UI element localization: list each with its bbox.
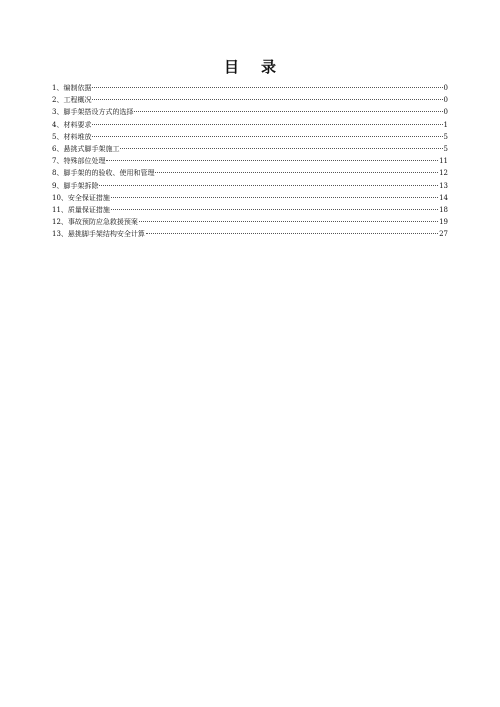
toc-entry[interactable] bbox=[52, 94, 448, 106]
dot-leader bbox=[92, 87, 442, 88]
toc-entry[interactable] bbox=[52, 204, 448, 216]
dot-leader bbox=[111, 209, 438, 210]
toc-entry-label: 12、事故预防应急救援预案 bbox=[52, 218, 138, 227]
toc-entry-label: 6、悬挑式脚手架施工 bbox=[52, 144, 120, 153]
dot-leader bbox=[111, 197, 438, 198]
toc-entry-page: 18 bbox=[439, 205, 448, 214]
dot-leader bbox=[139, 221, 438, 222]
dot-leader bbox=[146, 233, 438, 234]
toc-entry-page: 19 bbox=[439, 218, 448, 227]
toc-list bbox=[52, 82, 448, 240]
toc-entry-label: 7、特殊部位处理 bbox=[52, 157, 106, 166]
toc-entry-label: 4、材料要求 bbox=[52, 120, 92, 129]
dot-leader bbox=[120, 148, 442, 149]
toc-entry[interactable] bbox=[52, 192, 448, 204]
dot-leader bbox=[134, 111, 442, 112]
toc-title: 目录 bbox=[223, 58, 298, 76]
toc-entry[interactable] bbox=[52, 143, 448, 155]
toc-entry-page: 12 bbox=[439, 169, 448, 178]
toc-entry-page: 5 bbox=[443, 132, 448, 141]
toc-entry-page: 11 bbox=[439, 157, 448, 166]
toc-entry-page: 5 bbox=[443, 144, 448, 153]
toc-entry-label: 3、脚手架搭设方式的选择 bbox=[52, 108, 134, 117]
dot-leader bbox=[92, 124, 442, 125]
toc-entry-label: 11、质量保证措施 bbox=[52, 205, 110, 214]
dot-leader bbox=[92, 136, 442, 137]
toc-entry-label: 5、材料堆放 bbox=[52, 132, 92, 141]
dot-leader bbox=[106, 160, 438, 161]
toc-entry-page: 14 bbox=[439, 193, 448, 202]
toc-entry-label: 9、脚手架拆除 bbox=[52, 181, 99, 190]
dot-leader bbox=[155, 172, 438, 173]
toc-entry[interactable] bbox=[52, 119, 448, 131]
toc-entry[interactable] bbox=[52, 155, 448, 167]
toc-entry-label: 8、脚手架的的验收、使用和管理 bbox=[52, 169, 155, 178]
toc-entry-label: 2、工程概况 bbox=[52, 96, 92, 105]
toc-entry[interactable] bbox=[52, 131, 448, 143]
toc-entry[interactable] bbox=[52, 180, 448, 192]
toc-entry-page: 1 bbox=[443, 120, 448, 129]
toc-entry-page: 0 bbox=[443, 108, 448, 117]
toc-entry-page: 27 bbox=[439, 230, 448, 239]
toc-entry[interactable] bbox=[52, 106, 448, 118]
toc-entry-label: 1、编制依据 bbox=[52, 84, 92, 92]
toc-entry-label: 10、安全保证措施 bbox=[52, 193, 110, 202]
toc-entry-page: 0 bbox=[443, 84, 448, 92]
toc-entry-label: 13、悬挑脚手架结构安全计算 bbox=[52, 230, 145, 239]
dot-leader bbox=[92, 99, 442, 100]
toc-entry[interactable] bbox=[52, 167, 448, 179]
toc-entry-page: 0 bbox=[443, 96, 448, 105]
toc-entry-page: 13 bbox=[439, 181, 448, 190]
toc-entry[interactable] bbox=[52, 216, 448, 228]
toc-entry[interactable] bbox=[52, 228, 448, 240]
toc-entry[interactable] bbox=[52, 82, 448, 94]
dot-leader bbox=[99, 185, 438, 186]
